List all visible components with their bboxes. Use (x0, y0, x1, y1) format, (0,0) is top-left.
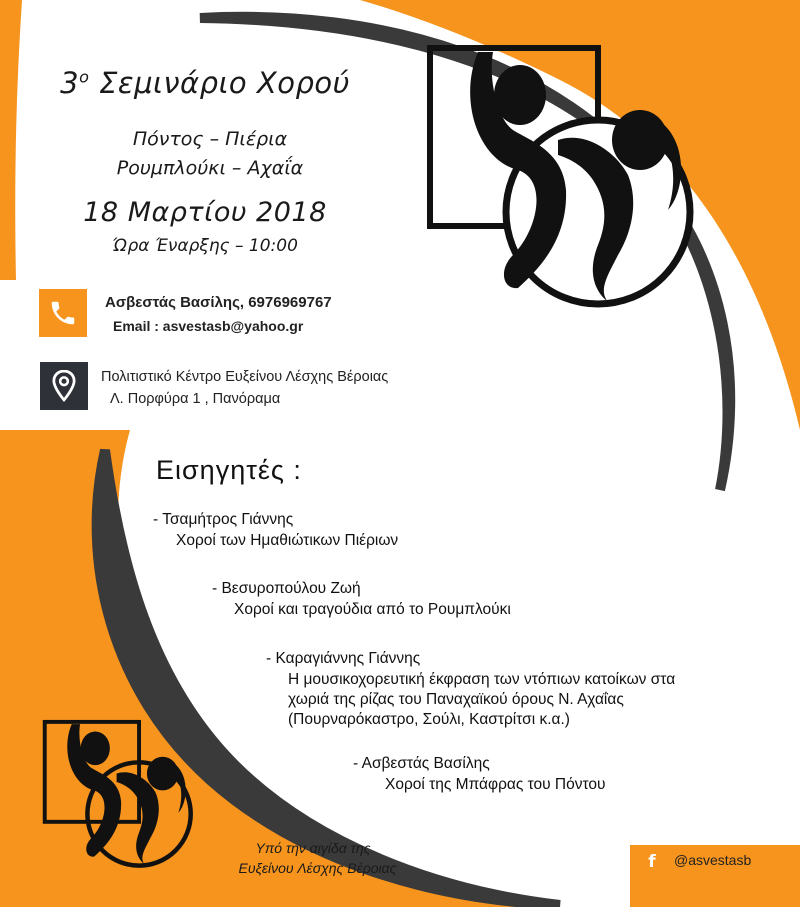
subtitle-line-2: Ρουμπλούκι – Αχαΐα (116, 157, 304, 179)
seminar-title (20, 66, 390, 100)
speaker-topic: Χοροί των Ημαθιώτικων Πιέριων (176, 532, 399, 549)
venue-line-2: Λ. Πορφύρα 1 , Πανόραμα (110, 391, 281, 407)
speaker-name: - Ασβεστάς Βασίλης (353, 755, 490, 772)
title-number: 3 (60, 66, 80, 100)
speaker-topic: Χοροί της Μπάφρας του Πόντου (385, 776, 606, 793)
facebook-handle[interactable]: @asvestasb (674, 852, 752, 868)
contact-email: Email : asvestasb@yahoo.gr (113, 318, 304, 334)
title-ordinal: ο (79, 67, 90, 87)
speaker-topic: χωριά της ρίζας του Παναχαϊκού όρους Ν. Αχαΐας (288, 691, 624, 708)
aegis-line-1: Υπό την αιγίδα της (255, 840, 371, 856)
map-pin-icon (40, 362, 88, 410)
top-left-orange-edge (0, 0, 22, 280)
dancer-head-2 (147, 757, 178, 791)
phone-icon (39, 289, 87, 337)
facebook-icon[interactable]: f (640, 850, 664, 874)
speakers-heading: Εισηγητές : (156, 455, 302, 485)
title-text: Σεμινάριο Χορού (89, 66, 350, 100)
event-date: 18 Μαρτίου 2018 (83, 197, 327, 228)
start-time: Ώρα Έναρξης – 10:00 (112, 236, 298, 256)
speaker-name: - Καραγιάννης Γιάννης (266, 650, 421, 667)
speaker-topic: Χοροί και τραγούδια από το Ρουμπλούκι (234, 601, 511, 618)
dancer-head-2 (612, 110, 668, 170)
subtitle-line-1: Πόντος – Πιέρια (132, 128, 288, 150)
dancers-logo-small (38, 716, 198, 876)
speaker-topic: Η μουσικοχορευτική έκφραση των ντόπιων κατοίκων στα (288, 671, 676, 688)
speaker-name: - Τσαμήτρος Γιάννης (153, 511, 294, 528)
dancer-hair-2 (173, 762, 186, 813)
contact-name-phone: Ασβεστάς Βασίλης, 6976969767 (105, 294, 332, 311)
dancers-logo (418, 40, 703, 320)
speaker-name: - Βεσυροπούλου Ζωή (212, 580, 361, 597)
speaker-topic: (Πουρναρόκαστρο, Σούλι, Καστρίτσι κ.α.) (288, 711, 570, 728)
aegis-line-2: Ευξείνου Λέσχης Βέροιας (238, 860, 397, 876)
venue-line-1: Πολιτιστικό Κέντρο Ευξείνου Λέσχης Βέροιας (101, 369, 389, 385)
